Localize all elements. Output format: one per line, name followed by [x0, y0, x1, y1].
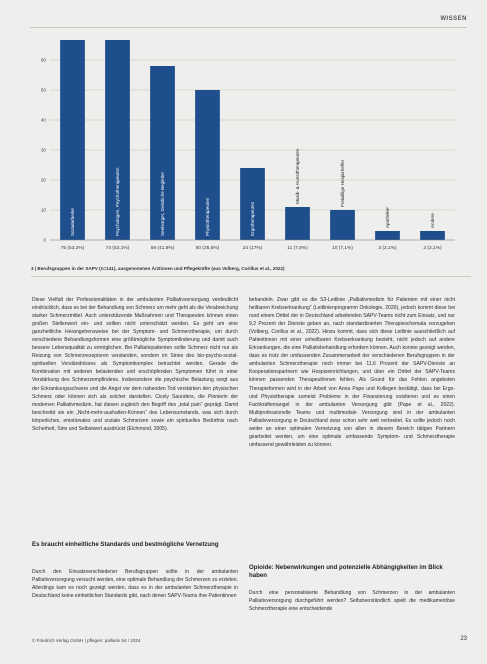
- y-tick-label: 10: [40, 207, 46, 213]
- value-label: 11 (7,8%): [287, 246, 308, 251]
- bar: [375, 231, 400, 240]
- y-tick-label: 60: [40, 57, 46, 63]
- y-tick-label: 30: [40, 147, 46, 153]
- footer-publisher: © Friedrich Verlag GmbH | pflegen: palliativ 54 / 2024: [32, 638, 141, 643]
- category-label: Freiwillige Hospizhelfer: [340, 159, 346, 207]
- category-label: Seelsorger, Geistliche Begleiter: [160, 171, 166, 236]
- left-subheading: Es braucht einheitliche Standards und bestmögliche Vernetzung: [32, 541, 219, 548]
- y-tick-label: 40: [40, 117, 46, 123]
- bar: [420, 231, 445, 240]
- category-label: Apotheker: [385, 207, 391, 228]
- section-tag: WISSEN: [440, 16, 467, 22]
- bar-chart: [30, 40, 470, 260]
- page-number: 23: [460, 636, 467, 642]
- value-label: 10 (7,1%): [332, 246, 353, 251]
- right-column-text: behandeln. Zwar gibt es die S3-Leitlinie „Palliativmedizin für Patienten mit einer nicht heilbaren Krebserkrankung“ (Leitlinienprogramm Onkologie, 2020), jedoch kommt diese bei rund einem Drittel der in Deutschland arbeitenden SAPV-Teams nicht zum Einsatz, und nur 9,2 Prozent der Dienste geben an, nach standardisierten Therapieschemata vorzugehen (Volberg, Corillus et al., 2022). Hinzu kommt, dass sich diese Leitlinie ausschließlich auf Patientinnen mit einer unheilbaren Krebserkrankung bezieht, nicht jedoch auf andere Erkrankungen, die eine Palliativbehandlung erfordern können. Auch konnte gezeigt werden, dass es trotz der umfassenden Zusammenarbeit der verschiedenen Berufsgruppen in der ambulanten Schmerztherapie noch immer bei 11,6 Prozent der SAPV-Dienste an Kooperationspartnern wie Hospizeinrichtungen, und über ein Drittel der SAPV-Teams können passenden Therapeut/innen fehlen. Als Grund für das Fehlen angeboten Therapieformen wird in der Arbeit von Anna Pape und Kollegen bestätigt, dass bei Ergo- und Physiotherapie zumeist Probleme in der Finanzierung existieren und es einen Fachkräftemangel in der ambulanten Versorgung gibt (Pape et al., 2022). Multiprofessionelle Teams und multimodale Versorgung sind in der ambulanten Palliativversorgung in Deutschland zwar schon sehr weit verbreitet. Es sollte jedoch noch weiter an einer optimalen Vernetzung von allen in diesem Bereich tätigen Partnern gearbeitet werden, um eine optimale umfassende Symptom- und Schmerztherapie umfassend gewährleisten zu können.: [249, 297, 455, 448]
- left-column-text: Diese Vielfalt der Professionalitäten in der ambulanten Palliativversorgung verdeutlicht eindrücklich, dass es bei der Behandlung von Schmerz um mehr geht als die Verabreichung starker Schmerzmittel. Auch unterstützende Maßnahmen und Therapeuten können einen großen Stellenwert ein- und sollten nicht unterschätzt werden. Es geht um eine ganzheitliche Herangehensweise bei der Symptom- und Schmerztherapie, um durch verschiedene Behandlungsformen eine größtmögliche Symptomlinderung und damit auch bessere Lebensqualität zu ermöglichen. Bei Palliativpatienten sollte Schmerz nicht nur als Reizung von Schmerzrezeptoren verstanden, sondern im Sinne des bio-psycho-sozial-spirituellen Verständnisses als Symptomkomplex betrachtet werden. Gerade die Kombination mit anderen belastenden und erschöpfenden Symptomen führt in einer Verstärkung des Schmerzempfindens. Insbesondere die psychische Belastung sorgt aus der Erkrankungsschwere und die Angst vor dem nahenden Tod verstärken den physischen Schmerz oder können sich als solcher darstellen. Cicely Saunders, die Pionierin der modernen Palliativmedizin, hat diesen zugleich den Begriff des „total pain“ geprägt. Damit beschreibt sie ein „Nicht-mehr-aushalten-Können“ des Lebensumstands, was sich durch körperliches, emotionales und soziale Schmerzen sowie ein spirituelles Bedürfnis nach Sicherheit, Sinn und Selbstwert ausdrückt (Eichmond, 2005).: [32, 297, 238, 432]
- left-column-text-continued: Durch den Einsatzverschiedener Berufsgruppen sollte in der ambulanten Palliativversorgung versucht werden, eine optimale Behandlung der Schmerzen zu erzielen. Allerdings kam es noch gezeigt werden, dass es in der ambulanten Schmerztherapie in Deutschland keine einheitlichen Standards gibt, nach denen SAPV-Teams ihre Patientinnen: [32, 569, 238, 600]
- category-label: Ergotherapeuten: [250, 201, 256, 236]
- value-label: 3 (2,1%): [423, 246, 442, 251]
- bar-chart-svg: [30, 40, 470, 260]
- caption-rule: [31, 276, 471, 277]
- value-label: 3 (2,1%): [378, 246, 397, 251]
- figure-caption: 3 | Berufsgruppen in der SAPV (n=141), ausgenommen Ärztinnen und Pflegekräfte (aus Volberg, Corillus et al., 2022): [31, 266, 285, 271]
- y-tick-label: 50: [40, 87, 46, 93]
- value-label: 24 (17%): [242, 246, 263, 251]
- category-label: Andere: [430, 213, 436, 228]
- value-label: 58 (41,8%): [150, 246, 175, 251]
- header-rule: [30, 27, 467, 28]
- category-label: Psychologen, Psychotherapeuten: [115, 167, 121, 236]
- y-tick-label: 0: [43, 237, 46, 243]
- category-label: Physiotherapeuten: [205, 197, 211, 236]
- value-label: 75 (53,2%): [60, 246, 85, 251]
- value-label: 50 (35,5%): [195, 246, 220, 251]
- category-label: Sozialarbeiter: [70, 207, 76, 236]
- right-subheading: Opioide: Nebenwirkungen und potenzielle Abhängigkeiten im Blick haben: [249, 564, 443, 579]
- category-label: Musik- & Kunsttherapeuten: [295, 148, 301, 204]
- bar: [330, 210, 355, 240]
- bar: [285, 207, 310, 240]
- right-column-text-continued: Durch eine personalisierte Behandlung von Schmerzen in der ambulanten Palliativversorgung durchgeführt werden? Selbstverständlich spielt die medikamentöse Schmerztherapie eine entscheidende: [249, 590, 455, 613]
- value-label: 74 (52,1%): [105, 246, 130, 251]
- y-tick-label: 20: [40, 177, 46, 183]
